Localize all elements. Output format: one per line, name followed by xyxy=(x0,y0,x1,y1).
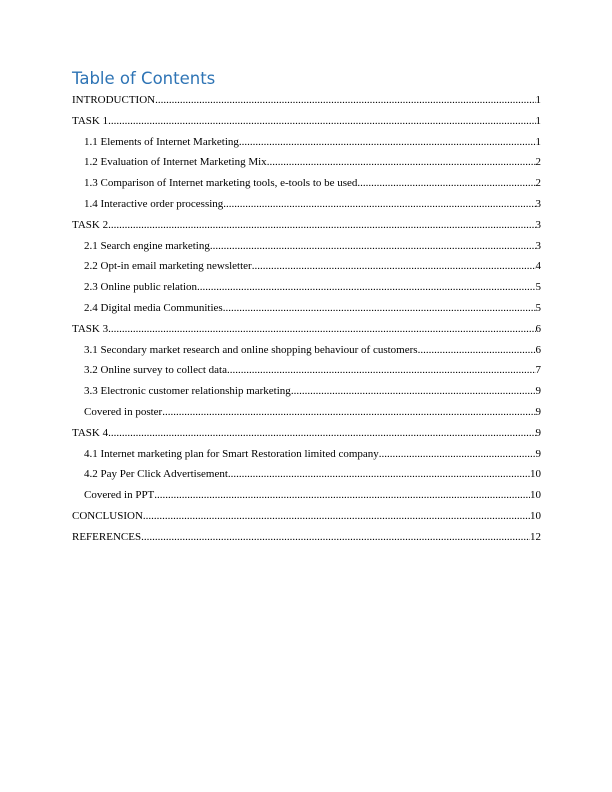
toc-dot-leader xyxy=(154,485,530,506)
toc-dot-leader xyxy=(357,173,535,194)
toc-entry[interactable] xyxy=(72,236,541,257)
toc-dot-leader xyxy=(252,256,536,277)
toc-page-number: 12 xyxy=(530,530,541,543)
toc-entry[interactable] xyxy=(72,173,541,194)
toc-entry[interactable] xyxy=(72,90,541,111)
toc-dot-leader xyxy=(210,236,536,257)
toc-entry-text: 2.3 Online public relation xyxy=(84,281,198,294)
toc-page-number: 7 xyxy=(535,364,541,377)
toc-entry[interactable] xyxy=(72,298,541,319)
toc-entry-text: 1.1 Elements of Internet Marketing xyxy=(84,135,239,148)
toc-entry[interactable] xyxy=(72,256,541,277)
toc-entry[interactable] xyxy=(72,194,541,215)
toc-page-number: 2 xyxy=(535,156,541,169)
toc-page-number: 10 xyxy=(530,489,541,502)
toc-page-number: 9 xyxy=(535,447,541,460)
toc-entry[interactable] xyxy=(72,381,541,402)
toc-entry[interactable] xyxy=(72,402,541,423)
toc-dot-leader xyxy=(223,194,535,215)
toc-dot-leader xyxy=(228,464,530,485)
toc-page-number: 1 xyxy=(535,114,541,127)
toc-entry-text: TASK 2 xyxy=(72,218,109,231)
toc-page-number: 5 xyxy=(535,301,541,314)
toc-entry-text: 3.3 Electronic customer relationship marketing xyxy=(84,385,291,398)
toc-entry[interactable] xyxy=(72,506,541,527)
toc-dot-leader xyxy=(291,381,536,402)
toc-dot-leader xyxy=(162,402,535,423)
toc-dot-leader xyxy=(108,215,535,236)
toc-dot-leader xyxy=(227,360,536,381)
toc-page-number: 9 xyxy=(535,385,541,398)
toc-entry-text: 4.1 Internet marketing plan for Smart Restoration limited company xyxy=(84,447,379,460)
toc-entry-text: 3.2 Online survey to collect data xyxy=(84,364,227,377)
toc-dot-leader xyxy=(155,90,535,111)
toc-dot-leader xyxy=(143,506,530,527)
toc-entry-text: TASK 1 xyxy=(72,114,109,127)
toc-entry[interactable] xyxy=(72,423,541,444)
toc-page-number: 9 xyxy=(535,426,541,439)
toc-entry-text: 1.2 Evaluation of Internet Marketing Mix xyxy=(84,156,267,169)
toc-entry[interactable] xyxy=(72,340,541,361)
toc-entry[interactable] xyxy=(72,444,541,465)
toc-dot-leader xyxy=(239,132,536,153)
toc-entry[interactable] xyxy=(72,360,541,381)
toc-entry-text: 2.4 Digital media Communities xyxy=(84,301,223,314)
toc-dot-leader xyxy=(108,319,535,340)
toc-dot-leader xyxy=(141,527,530,548)
toc-entry[interactable] xyxy=(72,485,541,506)
toc-entry-text: 1.3 Comparison of Internet marketing tools, e-tools to be used xyxy=(84,177,358,190)
toc-entry[interactable] xyxy=(72,111,541,132)
toc-entry-text: Covered in PPT xyxy=(84,489,155,502)
toc-entry-text: TASK 4 xyxy=(72,426,109,439)
toc-page-number: 3 xyxy=(535,197,541,210)
toc-entry[interactable] xyxy=(72,464,541,485)
toc-entry[interactable] xyxy=(72,319,541,340)
toc-entry[interactable] xyxy=(72,527,541,548)
toc-page-number: 3 xyxy=(535,239,541,252)
toc-entry-text: 3.1 Secondary market research and online shopping behaviour of customers xyxy=(84,343,418,356)
toc-entry-text: REFERENCES xyxy=(72,530,142,543)
toc-entry-text: 2.2 Opt-in email marketing newsletter xyxy=(84,260,252,273)
toc-dot-leader xyxy=(223,298,536,319)
toc-dot-leader xyxy=(108,423,535,444)
toc-page-number: 10 xyxy=(530,468,541,481)
toc-title: Table of Contents xyxy=(72,69,216,88)
toc-dot-leader xyxy=(108,111,535,132)
toc-page-number: 4 xyxy=(535,260,541,273)
toc-entry-text: 1.4 Interactive order processing xyxy=(84,197,224,210)
toc-entry[interactable] xyxy=(72,152,541,173)
toc-page-number: 10 xyxy=(530,509,541,522)
toc-page-number: 6 xyxy=(535,343,541,356)
toc-entry-text: CONCLUSION xyxy=(72,509,143,522)
toc-entry-text: Covered in poster xyxy=(84,405,163,418)
toc-dot-leader xyxy=(197,277,535,298)
toc-page-number: 5 xyxy=(535,281,541,294)
toc-entry-text: TASK 3 xyxy=(72,322,109,335)
toc-page-number: 9 xyxy=(535,405,541,418)
toc-entry-text: 2.1 Search engine marketing xyxy=(84,239,210,252)
toc-entry-text: INTRODUCTION xyxy=(72,94,156,106)
toc-entry[interactable] xyxy=(72,215,541,236)
toc-entry[interactable] xyxy=(72,132,541,153)
toc-dot-leader xyxy=(379,444,536,465)
toc-list xyxy=(72,90,541,548)
toc-dot-leader xyxy=(418,340,536,361)
toc-page-number: 1 xyxy=(535,135,541,148)
toc-entry[interactable] xyxy=(72,277,541,298)
toc-dot-leader xyxy=(267,152,536,173)
toc-page-number: 6 xyxy=(535,322,541,335)
toc-entry-text: 4.2 Pay Per Click Advertisement xyxy=(84,468,228,481)
toc-page-number: 1 xyxy=(535,94,541,106)
toc-page-number: 3 xyxy=(535,218,541,231)
toc-page-number: 2 xyxy=(535,177,541,190)
